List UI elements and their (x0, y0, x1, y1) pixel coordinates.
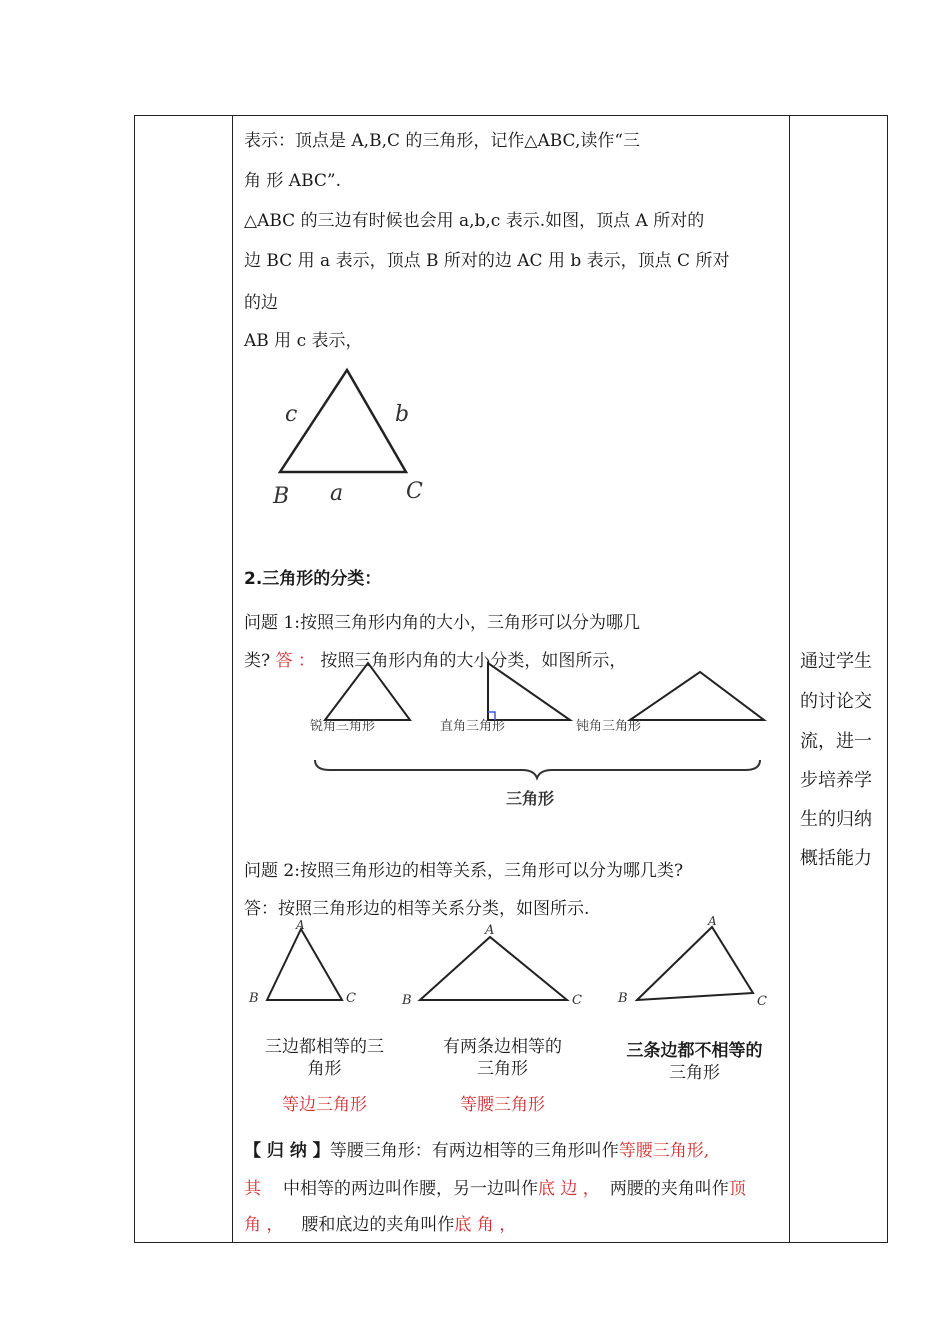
summary-text-3: 两腰的夹角叫作 (609, 1179, 729, 1199)
grouping-brace (315, 760, 760, 778)
side-note-line-2: 的讨论交 (800, 691, 872, 712)
isosceles-caption (430, 1036, 575, 1116)
side-note-line-6: 概括能力 (800, 848, 872, 869)
summary-term-vertex-2: 角 ， (244, 1215, 284, 1235)
question-2-line-1: 问题 2:按照三角形边的相等关系，三角形可以分为哪几类? (244, 861, 684, 881)
sc-vertex-c: C (757, 994, 767, 1009)
triangle-abc-shape (280, 370, 406, 472)
isosceles-name: 等腰三角形 (460, 1095, 545, 1115)
scalene-caption-line-1: 三条边都不相等的 (626, 1041, 763, 1061)
triangle-abc-figure (260, 365, 440, 515)
summary-red-qi: 其 (244, 1179, 261, 1199)
summary-line-1 (244, 1140, 709, 1162)
summary-term-vertex-1: 顶 (728, 1179, 746, 1199)
eq-vertex-b: B (249, 991, 259, 1006)
vertex-b-label: B (273, 484, 290, 509)
right-triangle-label: 直角三角形 (440, 719, 506, 734)
sc-vertex-a: A (708, 914, 717, 928)
summary-text-1: 等腰三角形：有两边相等的三角形叫作 (329, 1141, 619, 1161)
side-note-line-4: 步培养学 (800, 770, 872, 791)
summary-text-2: 中相等的两边叫作腰，另一边叫作 (283, 1179, 538, 1199)
notation-line-4: 边 BC 用 a 表示，顶点 B 所对的边 AC 用 b 表示，顶点 C 所对 (244, 251, 730, 271)
side-note-line-1: 通过学生 (800, 651, 872, 672)
summary-term-base: 底 边 ， (538, 1179, 600, 1199)
equilateral-caption-line-1: 三边都相等的三 (265, 1037, 384, 1057)
summary-term-isosceles: 等腰三角形, (618, 1141, 710, 1161)
notation-line-5: 的边 (244, 293, 278, 313)
side-a-label: a (330, 481, 344, 506)
side-note-line-3: 流，进一 (800, 731, 872, 752)
right-triangle-shape (488, 663, 570, 720)
summary-line-3 (244, 1214, 516, 1236)
equilateral-name: 等边三角形 (282, 1095, 367, 1115)
obtuse-triangle-label: 钝角三角形 (576, 719, 642, 734)
acute-triangle-label: 锐角三角形 (310, 719, 376, 734)
equilateral-caption (252, 1036, 397, 1116)
column-divider-2 (789, 115, 790, 1243)
eq-vertex-a: A (296, 918, 305, 932)
question-2-answer: 答：按照三角形边的相等关系分类，如图所示. (244, 899, 590, 919)
iso-vertex-c: C (572, 993, 582, 1008)
vertex-c-label: C (406, 479, 423, 504)
isosceles-caption-line-2: 三角形 (477, 1059, 528, 1079)
summary-bracket: 【 归 纳 】 (244, 1141, 330, 1161)
isosceles-triangle-shape (420, 937, 567, 1000)
summary-term-base-angle: 底 角 ， (454, 1215, 517, 1235)
notation-line-3: △ABC 的三边有时候也会用 a,b,c 表示.如图，顶点 A 所对的 (244, 211, 705, 231)
iso-vertex-b: B (402, 993, 412, 1008)
scalene-caption (612, 1040, 777, 1084)
equilateral-triangle-shape (267, 929, 342, 1000)
brace-label: 三角形 (506, 789, 555, 808)
question-1-line-1: 问题 1:按照三角形内角的大小，三角形可以分为哪几 (244, 613, 640, 633)
iso-vertex-a: A (485, 923, 495, 938)
scalene-caption-line-2: 三角形 (669, 1063, 720, 1083)
scalene-triangle-shape (637, 927, 753, 1000)
acute-triangle-shape (325, 663, 410, 720)
side-note-line-5: 生的归纳 (800, 809, 872, 830)
side-c-label: c (285, 402, 298, 427)
obtuse-triangle-shape (630, 672, 764, 720)
question-1-answer: 按照三角形内角的大小分类，如图所示， (320, 651, 627, 671)
side-classification-figure (245, 915, 785, 1015)
equilateral-caption-line-2: 角形 (307, 1059, 342, 1079)
isosceles-caption-line-1: 有两条边相等的 (443, 1037, 562, 1057)
side-b-label: b (395, 402, 410, 427)
summary-line-2 (244, 1178, 746, 1200)
summary-text-4: 腰和底边的夹角叫作 (301, 1215, 455, 1235)
notation-line-6: AB 用 c 表示， (244, 331, 363, 351)
notation-line-2: 角 形 ABC”. (244, 171, 341, 191)
sc-vertex-b: B (618, 991, 628, 1006)
answer-label: 答 ： (275, 651, 315, 671)
column-divider-1 (232, 115, 233, 1243)
question-1-prefix: 类? (244, 651, 271, 671)
notation-line-1: 表示：顶点是 A,B,C 的三角形，记作△ABC,读作“三 (244, 131, 641, 151)
section-heading: 2.三角形的分类： (244, 569, 382, 589)
eq-vertex-c: C (346, 991, 356, 1006)
